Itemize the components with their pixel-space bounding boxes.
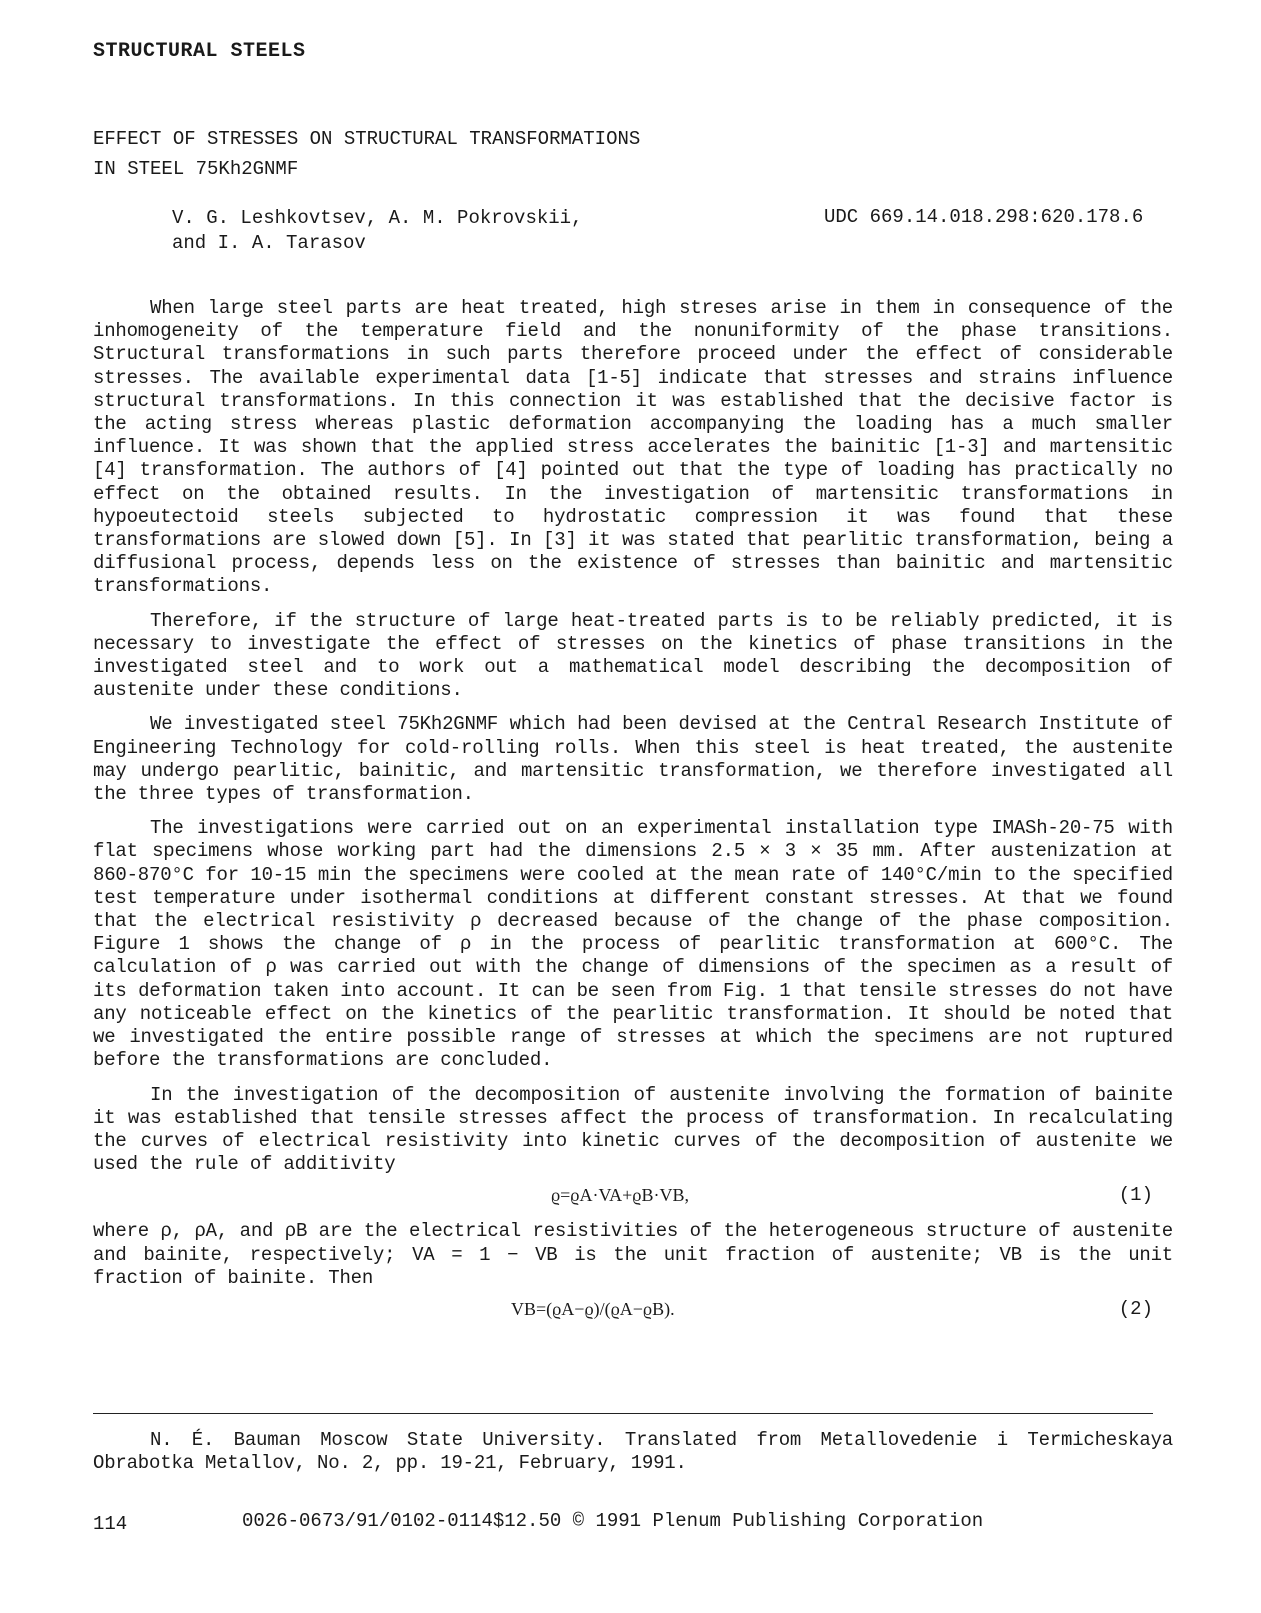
footnote-divider	[93, 1413, 1153, 1414]
footnote	[93, 1429, 1173, 1475]
equation-1-formula: ϱ=ϱA·VA+ϱB·VB,	[551, 1185, 689, 1206]
equation-2-formula: VB=(ϱA−ϱ)/(ϱA−ϱB).	[511, 1298, 675, 1319]
page-number: 114	[93, 1513, 128, 1535]
udc-code: UDC 669.14.018.298:620.178.6	[824, 206, 1144, 228]
section-header: STRUCTURAL STEELS	[93, 40, 306, 63]
copyright-line: 0026-0673/91/0102-0114$12.50 © 1991 Plenum Publishing Corporation	[242, 1510, 984, 1532]
article-title	[93, 124, 640, 184]
paragraph-1: When large steel parts are heat treated, high streses arise in them in consequence of the inhomogeneity of the temperature field and the nonuniformity of the phase transitions. Structural transformations in such parts therefore proceed under the effect of considerable stresses. The available experimental data [1-5] indicate that stresses and strains influence structural transformations. In this connection it was established that the decisive factor is the acting stress whereas plastic deformation accompanying the loading has a much smaller influence. It was shown that the applied stress accelerates the bainitic [1-3] and martensitic [4] transformation. The authors of [4] pointed out that the type of loading has practically no effect on the obtained results. In the investigation of martensitic transformations in hypoeutectoid steels subjected to hydrostatic compression it was found that these transformations are slowed down [5]. In [3] it was stated that pearlitic transformation, being a diffusional process, depends less on the existence of stresses than bainitic and martensitic transformations.	[93, 297, 1173, 598]
title-line-1: EFFECT OF STRESSES ON STRUCTURAL TRANSFORMATIONS	[93, 128, 641, 150]
footnote-text: N. É. Bauman Moscow State University. Translated from Metallovedenie i Termicheskaya Obrabotka Metallov, No. 2, pp. 19-21, February, 1991.	[93, 1429, 1173, 1475]
equation-1	[93, 1180, 1173, 1214]
equation-2	[93, 1294, 1173, 1328]
paragraph-2: Therefore, if the structure of large heat-treated parts is to be reliably predicted, it is necessary to investigate the effect of stresses on the kinetics of phase transitions in the investigated steel and to work out a mathematical model describing the decomposition of austenite under these conditions.	[93, 609, 1173, 702]
article-body	[93, 297, 1173, 1334]
equation-2-number: (2)	[1118, 1297, 1153, 1320]
paragraph-4: The investigations were carried out on an experimental installation type IMASh-20-75 with flat specimens whose working part had the dimensions 2.5 × 3 × 35 mm. After austenization at 860-870°C for 10-15 min the specimens were cooled at the mean rate of 140°C/min to the specified test temperature under isothermal conditions at different constant stresses. At that we found that the electrical resistivity ρ decreased because of the change of the phase composition. Figure 1 shows the change of ρ in the process of pearlitic transformation at 600°C. The calculation of ρ was carried out with the change of dimensions of the specimen as a result of its deformation taken into account. It can be seen from Fig. 1 that tensile stresses do not have any noticeable effect on the kinetics of the pearlitic transformation. It should be noted that we investigated the entire possible range of stresses at which the specimens are not ruptured before the transformations are concluded.	[93, 817, 1173, 1072]
authors-line-1: V. G. Leshkovtsev, A. M. Pokrovskii,	[172, 207, 583, 229]
title-line-2: IN STEEL 75Kh2GNMF	[93, 158, 299, 180]
equation-1-number: (1)	[1118, 1184, 1153, 1207]
paragraph-3: We investigated steel 75Kh2GNMF which had been devised at the Central Research Institute of Engineering Technology for cold-rolling rolls. When this steel is heat treated, the austenite may undergo pearlitic, bainitic, and martensitic transformation, we therefore investigated all the three types of transformation.	[93, 713, 1173, 806]
paragraph-5: In the investigation of the decomposition of austenite involving the formation of bainite it was established that tensile stresses affect the process of transformation. In recalculating the curves of electrical resistivity into kinetic curves of the decomposition of austenite we used the rule of additivity	[93, 1083, 1173, 1176]
paragraph-6: where ρ, ρA, and ρB are the electrical resistivities of the heterogeneous structure of austenite and bainite, respectively; VA = 1 − VB is the unit fraction of austenite; VB is the unit fraction of bainite. Then	[93, 1220, 1173, 1289]
authors	[172, 206, 582, 256]
authors-line-2: and I. A. Tarasov	[172, 232, 366, 254]
